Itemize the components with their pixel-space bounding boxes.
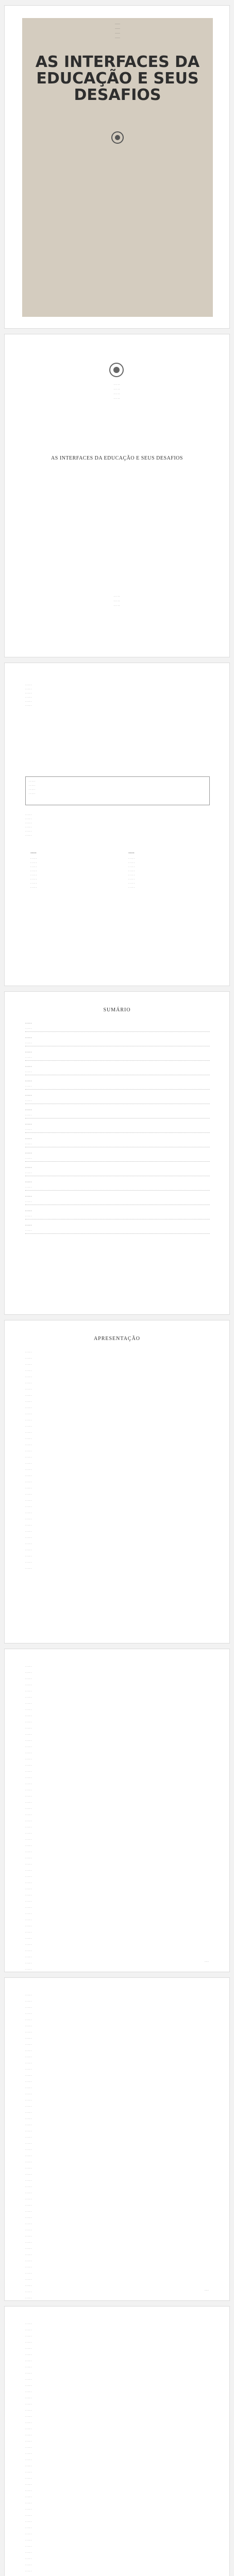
publisher-logo-icon bbox=[111, 131, 124, 144]
text-line: ····· bbox=[25, 2235, 32, 2238]
board-member: ····· bbox=[30, 862, 38, 865]
publisher-logo-icon bbox=[109, 363, 124, 377]
text-line: ····· bbox=[25, 2019, 32, 2022]
text-line: ····· bbox=[25, 2564, 32, 2567]
text-line: ····· bbox=[25, 2254, 32, 2257]
text-line: ····· bbox=[25, 1857, 32, 1860]
text-line: ····· bbox=[25, 2465, 32, 2468]
text-line: ····· bbox=[25, 1808, 32, 1810]
text-line: ····· bbox=[25, 1938, 32, 1940]
text-line: ····· bbox=[25, 1469, 32, 1471]
text-line: ····· bbox=[25, 1395, 32, 1397]
text-line: ····· bbox=[25, 1549, 32, 1552]
presentation-page bbox=[4, 1320, 230, 1643]
text-line: ····· bbox=[25, 1752, 32, 1755]
text-line: ····· bbox=[25, 1931, 32, 1934]
text-line: ····· bbox=[25, 1758, 32, 1761]
text-line: ····· bbox=[25, 1463, 32, 1465]
text-line: ····· bbox=[25, 1907, 32, 1909]
toc-entry[interactable]: ····· bbox=[25, 1027, 210, 1032]
text-line: ····· bbox=[25, 2342, 32, 2344]
toc-entry[interactable]: ····· bbox=[25, 1041, 210, 1046]
toc-chapter[interactable]: ····· bbox=[25, 1225, 32, 1227]
catalog-line: ····· bbox=[25, 705, 32, 707]
text-line: ····· bbox=[25, 1740, 32, 1742]
toc-chapter[interactable]: ····· bbox=[25, 1023, 32, 1025]
text-line: ····· bbox=[25, 2385, 32, 2387]
text-line: ····· bbox=[25, 1919, 32, 1922]
text-line: ····· bbox=[25, 1851, 32, 1854]
text-line: ····· bbox=[25, 2229, 32, 2232]
text-line: ····· bbox=[25, 2099, 32, 2102]
text-line: ····· bbox=[25, 2118, 32, 2121]
board-member: ····· bbox=[30, 866, 38, 869]
text-line: ····· bbox=[25, 1777, 32, 1780]
text-line: ····· bbox=[25, 1666, 32, 1668]
text-line: ····· bbox=[25, 2459, 32, 2462]
text-line: ····· bbox=[25, 1475, 32, 1478]
text-line: ····· bbox=[25, 1765, 32, 1767]
text-line: ····· bbox=[25, 1956, 32, 1959]
text-line: ····· bbox=[25, 2211, 32, 2213]
cover-page bbox=[4, 5, 230, 329]
text-line: ····· bbox=[25, 2354, 32, 2357]
text-line: ····· bbox=[25, 2360, 32, 2363]
board-member: ····· bbox=[30, 874, 38, 877]
toc-entry[interactable]: ····· bbox=[25, 1084, 210, 1090]
text-line: ····· bbox=[25, 1364, 32, 1366]
text-line: ····· bbox=[25, 1845, 32, 1848]
board-member: ····· bbox=[128, 874, 136, 877]
text-line: ····· bbox=[25, 1703, 32, 1705]
text-line: ····· bbox=[25, 2428, 32, 2431]
board-member: ····· bbox=[128, 866, 136, 869]
text-line: ····· bbox=[25, 1678, 32, 1681]
board-member: ····· bbox=[30, 878, 38, 881]
catalog-top-text bbox=[25, 684, 210, 708]
toc-list bbox=[25, 1022, 210, 1238]
board-member: ····· bbox=[128, 887, 136, 889]
text-line: ····· bbox=[25, 2161, 32, 2164]
text-line: ····· bbox=[25, 1487, 32, 1490]
toc-entry[interactable]: ····· bbox=[25, 1200, 210, 1205]
cover-title: AS INTERFACES DA EDUCAÇÃO E SEUS DESAFIOS bbox=[35, 53, 200, 104]
text-line: ····· bbox=[25, 1863, 32, 1866]
text-line: ····· bbox=[25, 1969, 32, 1971]
body-text bbox=[25, 1665, 210, 1972]
text-line: ····· bbox=[25, 1870, 32, 1872]
text-line: ····· bbox=[25, 1376, 32, 1379]
text-line: ····· bbox=[25, 1456, 32, 1459]
text-line: ····· bbox=[25, 2539, 32, 2542]
catalog-line: ····· bbox=[25, 688, 32, 691]
footer-line: ····· bbox=[113, 600, 121, 603]
toc-chapter[interactable]: ····· bbox=[25, 1109, 32, 1112]
catalog-line: ····· bbox=[29, 781, 36, 783]
catalog-line: ····· bbox=[25, 831, 32, 833]
text-line: ····· bbox=[25, 2087, 32, 2090]
toc-entry[interactable]: ····· bbox=[25, 1142, 210, 1147]
body-page bbox=[4, 1977, 230, 2301]
text-line: ····· bbox=[25, 1727, 32, 1730]
text-line: ····· bbox=[25, 2391, 32, 2394]
text-line: ····· bbox=[25, 2521, 32, 2523]
text-line: ····· bbox=[25, 2285, 32, 2287]
presentation-heading: APRESENTAÇÃO bbox=[93, 1336, 141, 1342]
text-line: ····· bbox=[25, 1672, 32, 1674]
toc-entry[interactable]: ····· bbox=[25, 1185, 210, 1191]
catalog-page bbox=[4, 663, 230, 986]
toc-chapter[interactable]: ····· bbox=[25, 1167, 32, 1170]
text-line: ····· bbox=[25, 1481, 32, 1484]
text-line: ····· bbox=[25, 1697, 32, 1699]
text-line: ····· bbox=[25, 1888, 32, 1891]
page-number: ····· bbox=[204, 2290, 209, 2292]
text-line: ····· bbox=[25, 2397, 32, 2400]
text-line: ····· bbox=[25, 2050, 32, 2053]
author-line: ····· bbox=[113, 384, 121, 386]
text-line: ····· bbox=[25, 2075, 32, 2077]
catalog-line: ····· bbox=[25, 826, 32, 829]
body-page bbox=[4, 2306, 230, 2576]
text-line: ····· bbox=[25, 2106, 32, 2108]
toc-entry[interactable]: ····· bbox=[25, 1056, 210, 1061]
toc-entry[interactable]: ····· bbox=[25, 1214, 210, 1219]
board-heading: ····· bbox=[128, 851, 135, 855]
catalog-line: ····· bbox=[25, 697, 32, 699]
text-line: ····· bbox=[25, 1494, 32, 1496]
text-line: ····· bbox=[25, 2124, 32, 2127]
toc-heading: SUMÁRIO bbox=[103, 1007, 131, 1013]
text-line: ····· bbox=[25, 1531, 32, 1533]
text-line: ····· bbox=[25, 1518, 32, 1521]
text-line: ····· bbox=[25, 2546, 32, 2548]
text-line: ····· bbox=[25, 2149, 32, 2151]
text-line: ····· bbox=[25, 2025, 32, 2028]
text-line: ····· bbox=[25, 2155, 32, 2158]
text-line: ····· bbox=[25, 1715, 32, 1718]
text-line: ····· bbox=[25, 2570, 32, 2573]
catalog-line: ····· bbox=[25, 684, 32, 687]
text-line: ····· bbox=[25, 2217, 32, 2219]
text-line: ····· bbox=[25, 2143, 32, 2145]
text-line: ····· bbox=[25, 1444, 32, 1447]
text-line: ····· bbox=[25, 1894, 32, 1897]
text-line: ····· bbox=[25, 1802, 32, 1804]
text-line: ····· bbox=[25, 1543, 32, 1546]
text-line: ····· bbox=[25, 1833, 32, 1835]
board-member: ····· bbox=[128, 883, 136, 885]
board-member: ····· bbox=[30, 887, 38, 889]
catalog-line: ····· bbox=[25, 835, 32, 837]
board-heading: ····· bbox=[30, 851, 37, 855]
text-line: ····· bbox=[25, 1882, 32, 1885]
title-page-title: AS INTERFACES DA EDUCAÇÃO E SEUS DESAFIOS bbox=[51, 455, 183, 461]
toc-entry[interactable]: ····· bbox=[25, 1113, 210, 1118]
text-line: ····· bbox=[25, 2490, 32, 2493]
text-line: ····· bbox=[25, 1913, 32, 1916]
text-line: ····· bbox=[25, 2056, 32, 2059]
text-line: ····· bbox=[25, 2484, 32, 2486]
catalog-line: ····· bbox=[25, 814, 32, 817]
text-line: ····· bbox=[25, 2044, 32, 2046]
cover-author-line: ····· bbox=[115, 37, 120, 40]
text-line: ····· bbox=[25, 2137, 32, 2139]
toc-entry[interactable]: ····· bbox=[25, 1171, 210, 1176]
text-line: ····· bbox=[25, 2441, 32, 2443]
catalog-line: ····· bbox=[25, 818, 32, 821]
cover-author-line: ····· bbox=[115, 27, 120, 30]
text-line: ····· bbox=[25, 2180, 32, 2182]
text-line: ····· bbox=[25, 2198, 32, 2201]
text-line: ····· bbox=[25, 1746, 32, 1749]
toc-chapter[interactable]: ····· bbox=[25, 1080, 32, 1083]
text-line: ····· bbox=[25, 2186, 32, 2189]
text-line: ····· bbox=[25, 2509, 32, 2511]
text-line: ····· bbox=[25, 2527, 32, 2530]
text-line: ····· bbox=[25, 2266, 32, 2269]
text-line: ····· bbox=[25, 1944, 32, 1946]
text-line: ····· bbox=[25, 1950, 32, 1953]
board-member: ····· bbox=[128, 870, 136, 873]
text-line: ····· bbox=[25, 2174, 32, 2176]
text-line: ····· bbox=[25, 2410, 32, 2412]
catalog-line: ····· bbox=[25, 822, 32, 825]
text-line: ····· bbox=[25, 1537, 32, 1539]
text-line: ····· bbox=[25, 1820, 32, 1823]
author-line: ····· bbox=[113, 388, 121, 391]
editorial-board bbox=[30, 851, 108, 890]
text-line: ····· bbox=[25, 2062, 32, 2065]
text-line: ····· bbox=[25, 1901, 32, 1903]
text-line: ····· bbox=[25, 2297, 32, 2300]
presentation-text bbox=[25, 1350, 210, 1573]
text-line: ····· bbox=[25, 2323, 32, 2326]
board-member: ····· bbox=[30, 858, 38, 860]
text-line: ····· bbox=[25, 1401, 32, 1403]
text-line: ····· bbox=[25, 2007, 32, 2009]
catalog-line: ····· bbox=[29, 793, 36, 795]
board-member: ····· bbox=[128, 878, 136, 881]
toc-entry[interactable]: ····· bbox=[25, 1157, 210, 1162]
toc-chapter[interactable]: ····· bbox=[25, 1181, 32, 1184]
text-line: ····· bbox=[25, 1450, 32, 1453]
text-line: ····· bbox=[25, 1826, 32, 1829]
text-line: ····· bbox=[25, 2223, 32, 2226]
board-member: ····· bbox=[30, 870, 38, 873]
cover-authors bbox=[22, 22, 213, 41]
toc-chapter[interactable]: ····· bbox=[25, 1153, 32, 1155]
toc-chapter[interactable]: ····· bbox=[25, 1196, 32, 1198]
text-line: ····· bbox=[25, 2260, 32, 2263]
footer-line: ····· bbox=[113, 605, 121, 607]
cover-art bbox=[22, 18, 213, 317]
title-page-footer bbox=[5, 595, 229, 608]
text-line: ····· bbox=[25, 1721, 32, 1724]
text-line: ····· bbox=[25, 1426, 32, 1428]
toc-chapter[interactable]: ····· bbox=[25, 1066, 32, 1069]
text-line: ····· bbox=[25, 2471, 32, 2474]
text-line: ····· bbox=[25, 2434, 32, 2437]
body-text bbox=[25, 1993, 210, 2301]
text-line: ····· bbox=[25, 1709, 32, 1711]
text-line: ····· bbox=[25, 2291, 32, 2294]
text-line: ····· bbox=[25, 2403, 32, 2406]
toc-chapter[interactable]: ····· bbox=[25, 1095, 32, 1097]
text-line: ····· bbox=[25, 2502, 32, 2505]
text-line: ····· bbox=[25, 2335, 32, 2338]
text-line: ····· bbox=[25, 2093, 32, 2096]
cover-author-line: ····· bbox=[115, 23, 120, 26]
scientific-board bbox=[128, 851, 206, 890]
page-number: ····· bbox=[204, 1961, 209, 1963]
text-line: ····· bbox=[25, 1814, 32, 1817]
text-line: ····· bbox=[25, 1413, 32, 1416]
toc-chapter[interactable]: ····· bbox=[25, 1037, 32, 1040]
text-line: ····· bbox=[25, 1789, 32, 1792]
author-line: ····· bbox=[113, 398, 121, 400]
text-line: ····· bbox=[25, 1925, 32, 1928]
toc-chapter[interactable]: ····· bbox=[25, 1124, 32, 1126]
text-line: ····· bbox=[25, 1382, 32, 1385]
footer-line: ····· bbox=[113, 596, 121, 598]
catalog-mid-text bbox=[25, 814, 210, 838]
text-line: ····· bbox=[25, 2447, 32, 2449]
title-page-authors bbox=[5, 383, 229, 401]
text-line: ····· bbox=[25, 2192, 32, 2195]
board-member: ····· bbox=[128, 858, 136, 860]
text-line: ····· bbox=[25, 1506, 32, 1509]
catalog-record bbox=[29, 780, 204, 796]
text-line: ····· bbox=[25, 1438, 32, 1440]
catalog-line: ····· bbox=[25, 692, 32, 695]
text-line: ····· bbox=[25, 1407, 32, 1410]
text-line: ····· bbox=[25, 1783, 32, 1786]
text-line: ····· bbox=[25, 2372, 32, 2375]
text-line: ····· bbox=[25, 2112, 32, 2114]
text-line: ····· bbox=[25, 1795, 32, 1798]
text-line: ····· bbox=[25, 2038, 32, 2040]
text-line: ····· bbox=[25, 1684, 32, 1687]
toc-chapter[interactable]: ····· bbox=[25, 1138, 32, 1141]
text-line: ····· bbox=[25, 1370, 32, 1372]
text-line: ····· bbox=[25, 2329, 32, 2332]
text-line: ····· bbox=[25, 1876, 32, 1878]
text-line: ····· bbox=[25, 2242, 32, 2244]
text-line: ····· bbox=[25, 2453, 32, 2455]
text-line: ····· bbox=[25, 1524, 32, 1527]
text-line: ····· bbox=[25, 2478, 32, 2480]
toc-chapter[interactable]: ····· bbox=[25, 1052, 32, 1054]
catalog-record-box bbox=[25, 776, 210, 805]
text-line: ····· bbox=[25, 2558, 32, 2561]
text-line: ····· bbox=[25, 2279, 32, 2281]
text-line: ····· bbox=[25, 2081, 32, 2083]
text-line: ····· bbox=[25, 2248, 32, 2250]
text-line: ····· bbox=[25, 2205, 32, 2207]
catalog-line: ····· bbox=[29, 789, 36, 791]
text-line: ····· bbox=[25, 1690, 32, 1693]
text-line: ····· bbox=[25, 2422, 32, 2425]
text-line: ····· bbox=[25, 2001, 32, 2003]
cover-author-line: ····· bbox=[115, 32, 120, 35]
catalog-line: ····· bbox=[25, 701, 32, 703]
text-line: ····· bbox=[25, 1568, 32, 1570]
board-member: ····· bbox=[128, 862, 136, 865]
text-line: ····· bbox=[25, 2416, 32, 2418]
text-line: ····· bbox=[25, 2130, 32, 2133]
text-line: ····· bbox=[25, 1734, 32, 1736]
text-line: ····· bbox=[25, 1962, 32, 1965]
text-line: ····· bbox=[25, 1358, 32, 1360]
toc-entry[interactable]: ····· bbox=[25, 1099, 210, 1104]
text-line: ····· bbox=[25, 1562, 32, 1564]
text-line: ····· bbox=[25, 2031, 32, 2034]
board-member: ····· bbox=[30, 883, 38, 885]
text-line: ····· bbox=[25, 2552, 32, 2554]
toc-page bbox=[4, 991, 230, 1315]
text-line: ····· bbox=[25, 2533, 32, 2536]
text-line: ····· bbox=[25, 1555, 32, 1558]
body-text bbox=[25, 2322, 210, 2576]
text-line: ····· bbox=[25, 1994, 32, 1997]
text-line: ····· bbox=[25, 1839, 32, 1841]
title-page bbox=[4, 334, 230, 657]
text-line: ····· bbox=[25, 1388, 32, 1391]
toc-entry[interactable]: ····· bbox=[25, 1128, 210, 1133]
text-line: ····· bbox=[25, 2379, 32, 2381]
toc-entry[interactable]: ····· bbox=[25, 1229, 210, 1234]
text-line: ····· bbox=[25, 1771, 32, 1773]
text-line: ····· bbox=[25, 1419, 32, 1422]
text-line: ····· bbox=[25, 1512, 32, 1515]
author-line: ····· bbox=[113, 393, 121, 396]
text-line: ····· bbox=[25, 2273, 32, 2275]
text-line: ····· bbox=[25, 2013, 32, 2015]
text-line: ····· bbox=[25, 2515, 32, 2517]
toc-entry[interactable]: ····· bbox=[25, 1070, 210, 1075]
body-page bbox=[4, 1649, 230, 1972]
text-line: ····· bbox=[25, 2366, 32, 2369]
catalog-line: ····· bbox=[29, 785, 36, 787]
text-line: ····· bbox=[25, 1500, 32, 1502]
text-line: ····· bbox=[25, 1351, 32, 1354]
text-line: ····· bbox=[25, 2348, 32, 2350]
text-line: ····· bbox=[25, 2069, 32, 2071]
toc-chapter[interactable]: ····· bbox=[25, 1210, 32, 1213]
text-line: ····· bbox=[25, 2496, 32, 2499]
text-line: ····· bbox=[25, 1432, 32, 1434]
text-line: ····· bbox=[25, 2167, 32, 2170]
